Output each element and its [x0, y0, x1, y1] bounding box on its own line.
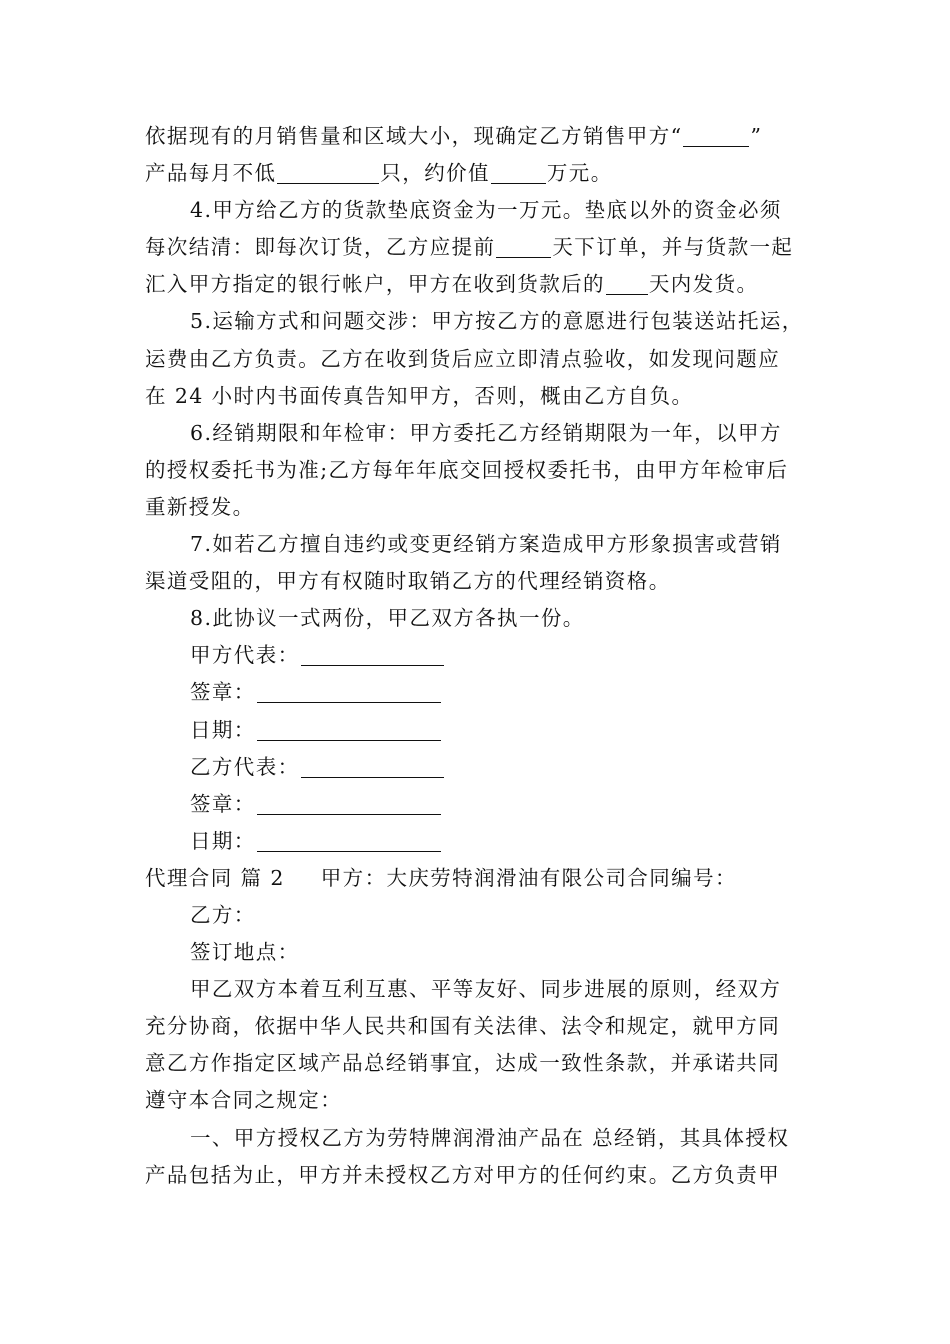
- blank-underline: [257, 680, 441, 703]
- text-span: 万元。: [546, 161, 613, 186]
- signature-label: 日期：: [190, 717, 256, 742]
- blank-underline: [257, 718, 441, 741]
- text-line: [145, 600, 810, 637]
- blank-underline: [301, 755, 444, 778]
- signature-line: [145, 786, 810, 823]
- blank-underline: [606, 272, 648, 295]
- signature-label: 日期：: [190, 828, 256, 853]
- text-span: 天下订单，并与货款一起: [552, 235, 794, 260]
- signature-label: 乙方代表：: [190, 754, 300, 779]
- text-line: [145, 1008, 810, 1045]
- text-span: 只，约价值: [380, 161, 490, 186]
- text-span: 产品包括为止，甲方并未授权乙方对甲方的任何约束。乙方负责甲: [145, 1162, 781, 1187]
- text-span: 6.经销期限和年检审：甲方委托乙方经销期限为一年，以甲方: [190, 420, 782, 445]
- text-line: [145, 1157, 810, 1194]
- document-page: [145, 118, 810, 1194]
- text-span: 依据现有的月销售量和区域大小，现确定乙方销售甲方“: [145, 124, 683, 148]
- text-line: [145, 192, 810, 229]
- text-line: [145, 897, 810, 934]
- text-line: [145, 1045, 810, 1082]
- text-span: 每次结清：即每次订货，乙方应提前: [145, 235, 496, 260]
- signature-label: 签章：: [190, 791, 256, 816]
- blank-underline: [496, 235, 551, 258]
- party-a-line: 甲方：大庆劳特润滑油有限公司合同编号：: [320, 865, 737, 890]
- text-line: [145, 266, 810, 303]
- text-span: 甲乙双方本着互利互惠、平等友好、同步进展的原则，经双方: [190, 977, 782, 1002]
- signature-line: [145, 674, 810, 711]
- text-span: 天内发货。: [648, 272, 759, 297]
- section-heading-line: [145, 860, 810, 897]
- blank-underline: [257, 792, 441, 815]
- signature-line: [145, 749, 810, 786]
- text-span: 乙方：: [190, 902, 256, 927]
- signature-line: [145, 637, 810, 674]
- blank-underline: [683, 124, 749, 147]
- text-span: 4.甲方给乙方的货款垫底资金为一万元。垫底以外的资金必须: [190, 198, 782, 223]
- text-span: 签订地点：: [190, 940, 300, 965]
- blank-underline: [491, 161, 546, 184]
- text-span: 渠道受阻的，甲方有权随时取销乙方的代理经销资格。: [145, 569, 671, 594]
- text-span: 重新授发。: [145, 494, 255, 519]
- blank-underline: [277, 161, 379, 184]
- blank-underline: [301, 643, 444, 666]
- text-line: [145, 563, 810, 600]
- signature-label: 甲方代表：: [190, 643, 300, 668]
- text-span: 产品每月不低: [145, 161, 277, 186]
- text-line: [145, 1082, 810, 1119]
- text-line: [145, 415, 810, 452]
- text-span: 运费由乙方负责。乙方在收到货后应立即清点验收，如发现问题应: [145, 346, 781, 371]
- signature-line: [145, 712, 810, 749]
- text-span: 汇入甲方指定的银行帐户，甲方在收到货款后的: [145, 272, 605, 297]
- text-span: ”: [750, 124, 763, 148]
- signature-label: 签章：: [190, 680, 256, 705]
- text-line: [145, 934, 810, 971]
- text-line: [145, 303, 810, 340]
- text-span: 7.如若乙方擅自违约或变更经销方案造成甲方形象损害或营销: [190, 532, 782, 557]
- signature-line: [145, 823, 810, 860]
- text-span: 的授权委托书为准;乙方每年年底交回授权委托书，由甲方年检审后: [145, 457, 789, 482]
- text-line: [145, 378, 810, 415]
- text-line: [145, 526, 810, 563]
- text-span: 遵守本合同之规定：: [145, 1088, 343, 1113]
- text-line: [145, 1120, 810, 1157]
- text-span: 在 24 小时内书面传真告知甲方，否则，概由乙方自负。: [145, 383, 694, 408]
- text-line: [145, 155, 810, 192]
- text-span: 意乙方作指定区域产品总经销事宜，达成一致性条款，并承诺共同: [145, 1051, 781, 1076]
- text-line: [145, 971, 810, 1008]
- text-span: 充分协商，依据中华人民共和国有关法律、法令和规定，就甲方同: [145, 1014, 781, 1039]
- section-heading: 代理合同 篇 2: [145, 865, 285, 890]
- text-span: 一、甲方授权乙方为劳特牌润滑油产品在 总经销，其具体授权: [190, 1125, 790, 1150]
- blank-underline: [257, 829, 441, 852]
- text-line: [145, 489, 810, 526]
- text-line: [145, 229, 810, 266]
- text-span: 5.运输方式和问题交涉：甲方按乙方的意愿进行包装送站托运，: [190, 309, 804, 334]
- text-span: 8.此协议一式两份，甲乙双方各执一份。: [190, 606, 585, 631]
- text-line: [145, 452, 810, 489]
- text-line: [145, 118, 810, 155]
- text-line: [145, 341, 810, 378]
